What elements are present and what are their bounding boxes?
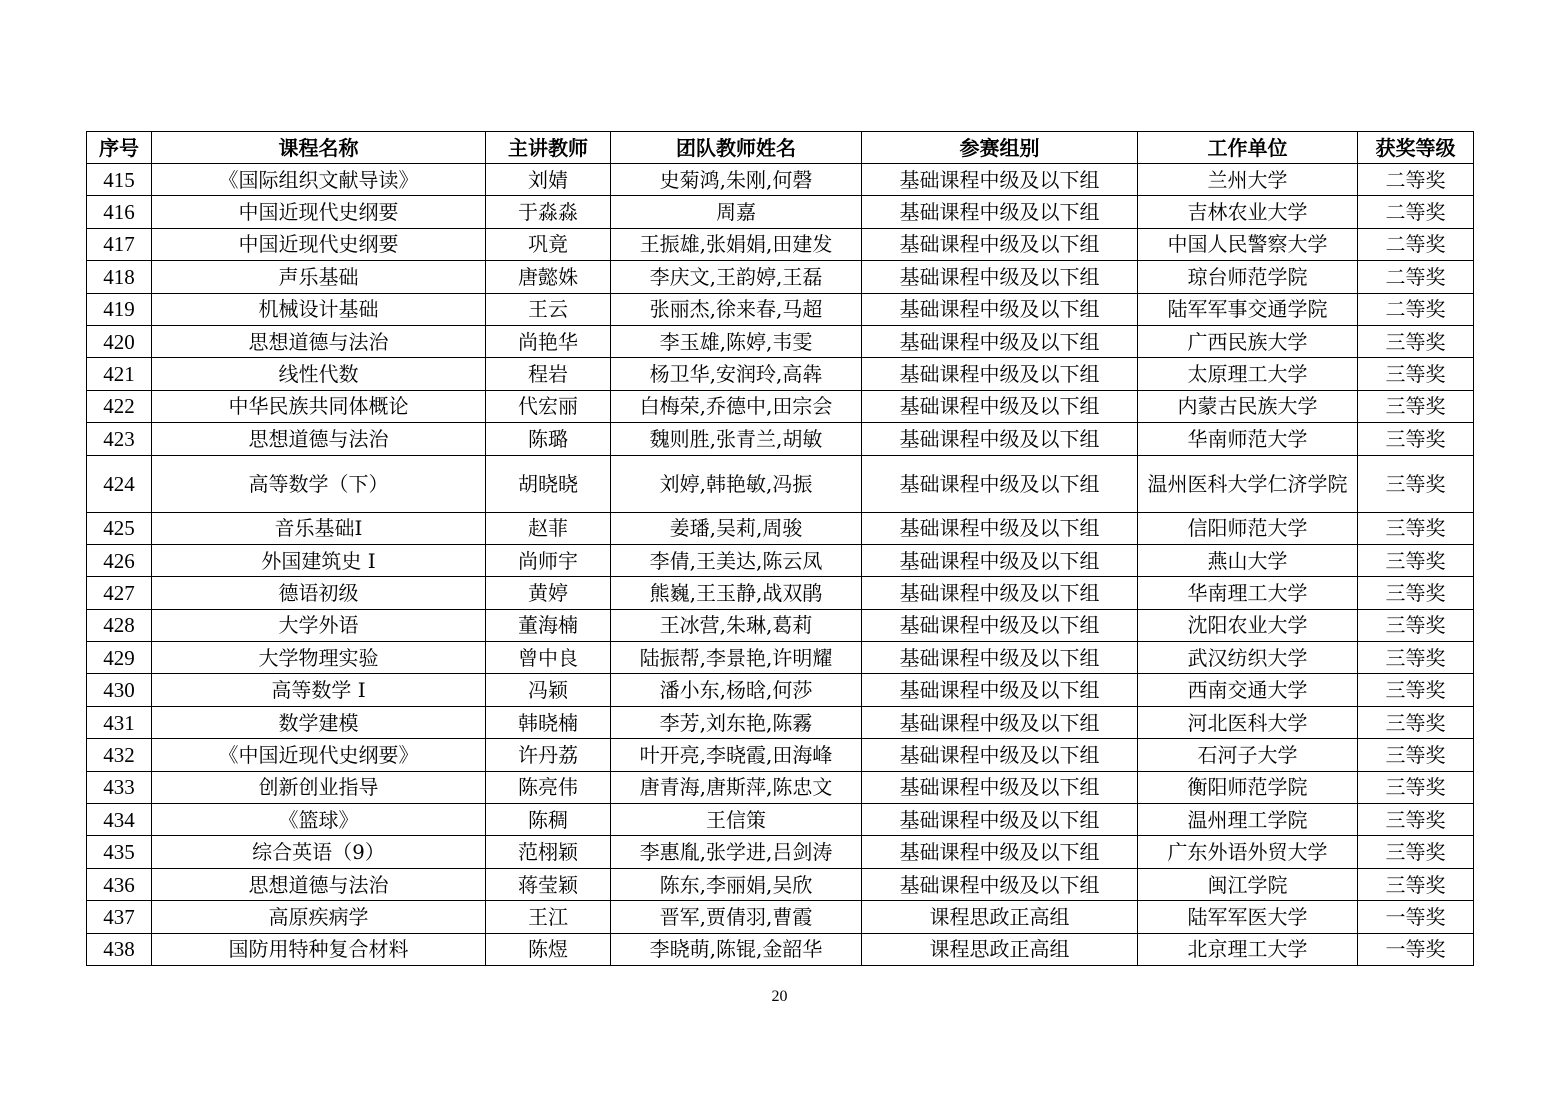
- cell-course-name: 大学物理实验: [152, 642, 486, 674]
- header-team-teachers: 团队教师姓名: [611, 132, 862, 164]
- cell-course-name: 德语初级: [152, 577, 486, 609]
- table-row: [87, 261, 1474, 293]
- cell-serial: 434: [87, 804, 152, 836]
- cell-course-name: 思想道德与法治: [152, 423, 486, 455]
- header-course-name: 课程名称: [152, 132, 486, 164]
- cell-course-name: 高等数学 I: [152, 674, 486, 706]
- cell-course-name: 高等数学（下）: [152, 455, 486, 512]
- cell-work-unit: 石河子大学: [1138, 739, 1358, 771]
- cell-award-level: 一等奖: [1358, 933, 1474, 965]
- table-row: [87, 609, 1474, 641]
- cell-competition-group: 基础课程中级及以下组: [862, 358, 1138, 390]
- cell-team-teachers: 杨卫华,安润玲,高犇: [611, 358, 862, 390]
- cell-lead-teacher: 于淼淼: [486, 196, 611, 228]
- cell-competition-group: 基础课程中级及以下组: [862, 164, 1138, 196]
- cell-course-name: 《篮球》: [152, 804, 486, 836]
- cell-lead-teacher: 巩竟: [486, 228, 611, 260]
- cell-serial: 428: [87, 609, 152, 641]
- cell-course-name: 声乐基础: [152, 261, 486, 293]
- table-body: [87, 164, 1474, 966]
- cell-competition-group: 基础课程中级及以下组: [862, 293, 1138, 325]
- cell-competition-group: 基础课程中级及以下组: [862, 261, 1138, 293]
- table-row: [87, 358, 1474, 390]
- table-row: [87, 739, 1474, 771]
- cell-award-level: 三等奖: [1358, 706, 1474, 738]
- cell-team-teachers: 刘婷,韩艳敏,冯振: [611, 455, 862, 512]
- table-row: [87, 771, 1474, 803]
- cell-course-name: 国防用特种复合材料: [152, 933, 486, 965]
- page-number: 20: [771, 988, 788, 1005]
- cell-lead-teacher: 王云: [486, 293, 611, 325]
- cell-serial: 427: [87, 577, 152, 609]
- table-row: [87, 325, 1474, 357]
- cell-course-name: 思想道德与法治: [152, 325, 486, 357]
- cell-course-name: 机械设计基础: [152, 293, 486, 325]
- table-row: [87, 804, 1474, 836]
- cell-team-teachers: 王信策: [611, 804, 862, 836]
- cell-work-unit: 沈阳农业大学: [1138, 609, 1358, 641]
- table-row: [87, 390, 1474, 422]
- cell-work-unit: 燕山大学: [1138, 544, 1358, 576]
- cell-work-unit: 太原理工大学: [1138, 358, 1358, 390]
- cell-competition-group: 基础课程中级及以下组: [862, 804, 1138, 836]
- cell-work-unit: 西南交通大学: [1138, 674, 1358, 706]
- cell-course-name: 《国际组织文献导读》: [152, 164, 486, 196]
- cell-work-unit: 陆军军事交通学院: [1138, 293, 1358, 325]
- table-row: [87, 512, 1474, 544]
- cell-lead-teacher: 胡晓晓: [486, 455, 611, 512]
- table-row: [87, 933, 1474, 965]
- cell-award-level: 三等奖: [1358, 804, 1474, 836]
- cell-work-unit: 武汉纺织大学: [1138, 642, 1358, 674]
- cell-award-level: 一等奖: [1358, 901, 1474, 933]
- cell-serial: 432: [87, 739, 152, 771]
- cell-lead-teacher: 范栩颖: [486, 836, 611, 868]
- cell-award-level: 三等奖: [1358, 544, 1474, 576]
- cell-award-level: 三等奖: [1358, 325, 1474, 357]
- cell-competition-group: 基础课程中级及以下组: [862, 836, 1138, 868]
- header-award-level: 获奖等级: [1358, 132, 1474, 164]
- cell-lead-teacher: 王江: [486, 901, 611, 933]
- cell-competition-group: 基础课程中级及以下组: [862, 771, 1138, 803]
- cell-award-level: 二等奖: [1358, 228, 1474, 260]
- cell-work-unit: 华南理工大学: [1138, 577, 1358, 609]
- cell-course-name: 综合英语（9）: [152, 836, 486, 868]
- cell-lead-teacher: 许丹荔: [486, 739, 611, 771]
- cell-award-level: 三等奖: [1358, 674, 1474, 706]
- table-row: [87, 706, 1474, 738]
- cell-team-teachers: 姜璠,吴莉,周骏: [611, 512, 862, 544]
- cell-lead-teacher: 代宏丽: [486, 390, 611, 422]
- table-row: [87, 455, 1474, 512]
- cell-work-unit: 北京理工大学: [1138, 933, 1358, 965]
- cell-team-teachers: 叶开亮,李晓霞,田海峰: [611, 739, 862, 771]
- cell-lead-teacher: 陈亮伟: [486, 771, 611, 803]
- cell-lead-teacher: 韩晓楠: [486, 706, 611, 738]
- cell-competition-group: 基础课程中级及以下组: [862, 609, 1138, 641]
- cell-course-name: 《中国近现代史纲要》: [152, 739, 486, 771]
- table-row: [87, 196, 1474, 228]
- cell-lead-teacher: 蒋莹颖: [486, 868, 611, 900]
- cell-team-teachers: 王冰营,朱琳,葛莉: [611, 609, 862, 641]
- cell-serial: 418: [87, 261, 152, 293]
- cell-serial: 424: [87, 455, 152, 512]
- cell-award-level: 三等奖: [1358, 577, 1474, 609]
- cell-award-level: 二等奖: [1358, 196, 1474, 228]
- cell-work-unit: 内蒙古民族大学: [1138, 390, 1358, 422]
- cell-serial: 436: [87, 868, 152, 900]
- cell-award-level: 二等奖: [1358, 293, 1474, 325]
- cell-serial: 435: [87, 836, 152, 868]
- cell-serial: 433: [87, 771, 152, 803]
- cell-course-name: 线性代数: [152, 358, 486, 390]
- cell-competition-group: 基础课程中级及以下组: [862, 196, 1138, 228]
- cell-competition-group: 课程思政正高组: [862, 901, 1138, 933]
- cell-lead-teacher: 赵菲: [486, 512, 611, 544]
- cell-competition-group: 基础课程中级及以下组: [862, 390, 1138, 422]
- cell-work-unit: 华南师范大学: [1138, 423, 1358, 455]
- cell-award-level: 三等奖: [1358, 642, 1474, 674]
- cell-course-name: 大学外语: [152, 609, 486, 641]
- cell-serial: 421: [87, 358, 152, 390]
- cell-team-teachers: 熊巍,王玉静,战双鹃: [611, 577, 862, 609]
- cell-course-name: 中国近现代史纲要: [152, 196, 486, 228]
- cell-competition-group: 基础课程中级及以下组: [862, 739, 1138, 771]
- cell-work-unit: 温州医科大学仁济学院: [1138, 455, 1358, 512]
- cell-competition-group: 基础课程中级及以下组: [862, 674, 1138, 706]
- cell-course-name: 中华民族共同体概论: [152, 390, 486, 422]
- cell-work-unit: 中国人民警察大学: [1138, 228, 1358, 260]
- table-row: [87, 901, 1474, 933]
- cell-lead-teacher: 冯颖: [486, 674, 611, 706]
- table-row: [87, 293, 1474, 325]
- cell-work-unit: 兰州大学: [1138, 164, 1358, 196]
- cell-award-level: 三等奖: [1358, 390, 1474, 422]
- cell-competition-group: 基础课程中级及以下组: [862, 544, 1138, 576]
- cell-course-name: 数学建模: [152, 706, 486, 738]
- cell-lead-teacher: 尚师宇: [486, 544, 611, 576]
- cell-team-teachers: 李芳,刘东艳,陈霧: [611, 706, 862, 738]
- cell-serial: 431: [87, 706, 152, 738]
- cell-award-level: 三等奖: [1358, 836, 1474, 868]
- cell-award-level: 三等奖: [1358, 609, 1474, 641]
- header-row: [87, 132, 1474, 164]
- cell-competition-group: 基础课程中级及以下组: [862, 423, 1138, 455]
- cell-competition-group: 基础课程中级及以下组: [862, 868, 1138, 900]
- cell-team-teachers: 周嘉: [611, 196, 862, 228]
- cell-team-teachers: 晋军,贾倩羽,曹霞: [611, 901, 862, 933]
- table-row: [87, 577, 1474, 609]
- cell-team-teachers: 李倩,王美达,陈云凤: [611, 544, 862, 576]
- cell-course-name: 外国建筑史 I: [152, 544, 486, 576]
- cell-work-unit: 信阳师范大学: [1138, 512, 1358, 544]
- cell-team-teachers: 陆振帮,李景艳,许明耀: [611, 642, 862, 674]
- cell-competition-group: 基础课程中级及以下组: [862, 325, 1138, 357]
- header-work-unit: 工作单位: [1138, 132, 1358, 164]
- cell-serial: 426: [87, 544, 152, 576]
- cell-competition-group: 基础课程中级及以下组: [862, 455, 1138, 512]
- cell-work-unit: 闽江学院: [1138, 868, 1358, 900]
- cell-work-unit: 河北医科大学: [1138, 706, 1358, 738]
- cell-team-teachers: 李晓萌,陈锟,金韶华: [611, 933, 862, 965]
- table-row: [87, 544, 1474, 576]
- cell-serial: 438: [87, 933, 152, 965]
- cell-team-teachers: 李玉雄,陈婷,韦雯: [611, 325, 862, 357]
- cell-competition-group: 基础课程中级及以下组: [862, 228, 1138, 260]
- cell-work-unit: 吉林农业大学: [1138, 196, 1358, 228]
- cell-competition-group: 基础课程中级及以下组: [862, 706, 1138, 738]
- cell-team-teachers: 潘小东,杨晗,何莎: [611, 674, 862, 706]
- award-table: [86, 131, 1474, 966]
- cell-work-unit: 琼台师范学院: [1138, 261, 1358, 293]
- cell-serial: 425: [87, 512, 152, 544]
- table-row: [87, 423, 1474, 455]
- cell-team-teachers: 李庆文,王韵婷,王磊: [611, 261, 862, 293]
- cell-serial: 437: [87, 901, 152, 933]
- cell-team-teachers: 陈东,李丽娟,吴欣: [611, 868, 862, 900]
- cell-serial: 415: [87, 164, 152, 196]
- cell-lead-teacher: 尚艳华: [486, 325, 611, 357]
- cell-serial: 416: [87, 196, 152, 228]
- table-row: [87, 836, 1474, 868]
- cell-competition-group: 基础课程中级及以下组: [862, 577, 1138, 609]
- cell-lead-teacher: 唐懿姝: [486, 261, 611, 293]
- cell-award-level: 三等奖: [1358, 423, 1474, 455]
- cell-award-level: 三等奖: [1358, 512, 1474, 544]
- cell-serial: 422: [87, 390, 152, 422]
- cell-team-teachers: 张丽杰,徐来春,马超: [611, 293, 862, 325]
- cell-serial: 423: [87, 423, 152, 455]
- table-row: [87, 228, 1474, 260]
- cell-work-unit: 陆军军医大学: [1138, 901, 1358, 933]
- cell-serial: 420: [87, 325, 152, 357]
- cell-course-name: 中国近现代史纲要: [152, 228, 486, 260]
- header-competition-group: 参赛组别: [862, 132, 1138, 164]
- table-row: [87, 868, 1474, 900]
- cell-award-level: 三等奖: [1358, 868, 1474, 900]
- cell-competition-group: 基础课程中级及以下组: [862, 512, 1138, 544]
- cell-lead-teacher: 董海楠: [486, 609, 611, 641]
- header-lead-teacher: 主讲教师: [486, 132, 611, 164]
- cell-course-name: 创新创业指导: [152, 771, 486, 803]
- table-row: [87, 642, 1474, 674]
- cell-competition-group: 课程思政正高组: [862, 933, 1138, 965]
- cell-award-level: 三等奖: [1358, 771, 1474, 803]
- cell-lead-teacher: 陈煜: [486, 933, 611, 965]
- cell-course-name: 高原疾病学: [152, 901, 486, 933]
- cell-lead-teacher: 陈稠: [486, 804, 611, 836]
- cell-serial: 430: [87, 674, 152, 706]
- cell-work-unit: 广东外语外贸大学: [1138, 836, 1358, 868]
- cell-award-level: 二等奖: [1358, 164, 1474, 196]
- cell-team-teachers: 魏则胜,张青兰,胡敏: [611, 423, 862, 455]
- cell-team-teachers: 白梅荣,乔德中,田宗会: [611, 390, 862, 422]
- cell-course-name: 音乐基础I: [152, 512, 486, 544]
- cell-award-level: 三等奖: [1358, 455, 1474, 512]
- cell-lead-teacher: 程岩: [486, 358, 611, 390]
- cell-award-level: 二等奖: [1358, 261, 1474, 293]
- cell-lead-teacher: 刘婧: [486, 164, 611, 196]
- cell-course-name: 思想道德与法治: [152, 868, 486, 900]
- cell-lead-teacher: 陈璐: [486, 423, 611, 455]
- cell-lead-teacher: 黄婷: [486, 577, 611, 609]
- cell-award-level: 三等奖: [1358, 739, 1474, 771]
- cell-team-teachers: 王振雄,张娟娟,田建发: [611, 228, 862, 260]
- cell-team-teachers: 史菊鸿,朱刚,何磬: [611, 164, 862, 196]
- cell-work-unit: 广西民族大学: [1138, 325, 1358, 357]
- cell-work-unit: 衡阳师范学院: [1138, 771, 1358, 803]
- table-row: [87, 674, 1474, 706]
- cell-serial: 419: [87, 293, 152, 325]
- header-serial: 序号: [87, 132, 152, 164]
- cell-team-teachers: 唐青海,唐斯萍,陈忠文: [611, 771, 862, 803]
- cell-lead-teacher: 曾中良: [486, 642, 611, 674]
- cell-team-teachers: 李惠胤,张学进,吕剑涛: [611, 836, 862, 868]
- cell-serial: 417: [87, 228, 152, 260]
- cell-work-unit: 温州理工学院: [1138, 804, 1358, 836]
- table-row: [87, 164, 1474, 196]
- cell-award-level: 三等奖: [1358, 358, 1474, 390]
- cell-serial: 429: [87, 642, 152, 674]
- cell-competition-group: 基础课程中级及以下组: [862, 642, 1138, 674]
